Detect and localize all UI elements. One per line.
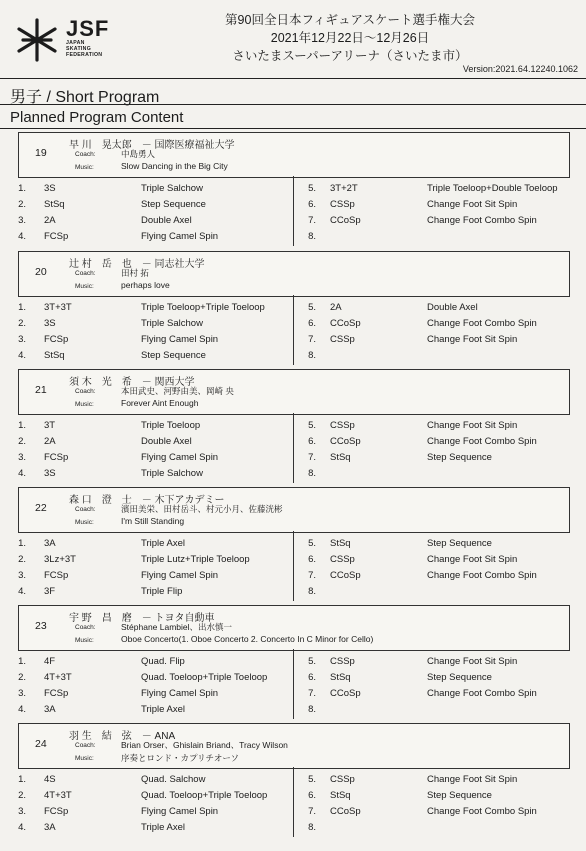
element-name: Step Sequence xyxy=(427,672,492,683)
jsf-logo-icon xyxy=(14,17,60,63)
element-name: Change Foot Sit Spin xyxy=(427,774,518,785)
element-name: Step Sequence xyxy=(141,350,206,361)
element-number: 4. xyxy=(18,231,26,242)
element-number: 1. xyxy=(18,302,26,313)
element-number: 2. xyxy=(18,790,26,801)
element-number: 7. xyxy=(308,806,316,817)
start-number: 21 xyxy=(35,384,47,396)
element-code: 3Lz+3T xyxy=(44,554,76,565)
element-number: 7. xyxy=(308,334,316,345)
element-code: CCoSp xyxy=(330,215,361,226)
element-code: FCSp xyxy=(44,231,69,242)
element-code: 3A xyxy=(44,704,56,715)
element-name: Triple Toeloop+Double Toeloop xyxy=(427,183,558,194)
element-code: CSSp xyxy=(330,199,355,210)
element-name: Change Foot Sit Spin xyxy=(427,656,518,667)
element-number: 6. xyxy=(308,318,316,329)
element-name: Change Foot Combo Spin xyxy=(427,215,537,226)
element-code: FCSp xyxy=(44,806,69,817)
skater-name-club: 早 川 晃太郎 － 国際医療福祉大学 xyxy=(69,140,235,151)
music-value: I'm Still Standing xyxy=(121,516,185,526)
jsf-logo-text xyxy=(66,18,109,58)
start-number: 24 xyxy=(35,738,47,750)
element-name: Flying Camel Spin xyxy=(141,231,219,242)
element-code: StSq xyxy=(330,672,351,683)
element-code: CCoSp xyxy=(330,806,361,817)
element-code: 2A xyxy=(330,302,342,313)
music-value: perhaps love xyxy=(121,280,170,290)
element-code: 3A xyxy=(44,538,56,549)
element-code: StSq xyxy=(330,790,351,801)
skater-block xyxy=(0,723,586,841)
coach-label: Coach: xyxy=(75,742,96,749)
skater-block xyxy=(0,369,586,487)
coach-label: Coach: xyxy=(75,388,96,395)
element-name: Change Foot Combo Spin xyxy=(427,688,537,699)
element-code: 3T+3T xyxy=(44,302,72,313)
element-name: Triple Salchow xyxy=(141,183,203,194)
element-code: 2A xyxy=(44,215,56,226)
element-number: 5. xyxy=(308,183,316,194)
element-code: 4F xyxy=(44,656,56,667)
element-name: Quad. Salchow xyxy=(141,774,206,785)
element-name: Triple Lutz+Triple Toeloop xyxy=(141,554,250,565)
coach-label: Coach: xyxy=(75,270,96,277)
element-number: 1. xyxy=(18,774,26,785)
element-name: Flying Camel Spin xyxy=(141,334,219,345)
column-divider xyxy=(293,413,294,483)
skater-info-box xyxy=(18,251,570,297)
element-code: 3S xyxy=(44,183,56,194)
column-divider xyxy=(293,531,294,601)
event-venue: さいたまスーパーアリーナ（さいたま市） xyxy=(232,49,468,63)
start-number: 22 xyxy=(35,502,47,514)
element-code: CCoSp xyxy=(330,570,361,581)
element-number: 8. xyxy=(308,350,316,361)
element-number: 2. xyxy=(18,436,26,447)
element-name: Step Sequence xyxy=(141,199,206,210)
element-number: 1. xyxy=(18,656,26,667)
element-number: 8. xyxy=(308,231,316,242)
element-number: 3. xyxy=(18,452,26,463)
music-value: Forever Aint Enough xyxy=(121,398,199,408)
element-code: 2A xyxy=(44,436,56,447)
element-number: 5. xyxy=(308,538,316,549)
element-number: 3. xyxy=(18,570,26,581)
element-number: 5. xyxy=(308,656,316,667)
coach-value: 中島勇人 xyxy=(121,149,156,159)
element-number: 2. xyxy=(18,199,26,210)
element-name: Triple Toeloop+Triple Toeloop xyxy=(141,302,265,313)
element-code: FCSp xyxy=(44,570,69,581)
element-number: 2. xyxy=(18,318,26,329)
start-number: 19 xyxy=(35,147,47,159)
element-name: Flying Camel Spin xyxy=(141,688,219,699)
element-name: Quad. Flip xyxy=(141,656,185,667)
music-value: 序奏とロンド・カプリチオーソ xyxy=(121,753,239,763)
skater-block xyxy=(0,605,586,723)
skater-info-box xyxy=(18,487,570,533)
music-label: Music: xyxy=(75,164,94,171)
element-number: 7. xyxy=(308,570,316,581)
element-name: Change Foot Sit Spin xyxy=(427,420,518,431)
element-number: 3. xyxy=(18,688,26,699)
column-divider xyxy=(293,176,294,246)
element-code: CSSp xyxy=(330,334,355,345)
element-name: Change Foot Combo Spin xyxy=(427,436,537,447)
skater-name-club: 森 口 澄 士 － 木下アカデミー xyxy=(69,495,225,506)
skater-info-box xyxy=(18,132,570,178)
column-divider xyxy=(293,295,294,365)
skater-name-club: 宇 野 昌 磨 － トヨタ自動車 xyxy=(69,613,215,624)
element-name: Triple Axel xyxy=(141,704,185,715)
element-code: CSSp xyxy=(330,774,355,785)
coach-value: Stéphane Lambiel、出水慎一 xyxy=(121,622,233,632)
coach-label: Coach: xyxy=(75,506,96,513)
element-number: 3. xyxy=(18,215,26,226)
element-code: 3S xyxy=(44,468,56,479)
element-number: 8. xyxy=(308,704,316,715)
coach-value: 田村 拓 xyxy=(121,268,149,278)
header-divider xyxy=(0,78,586,79)
element-code: 3F xyxy=(44,586,56,597)
element-code: StSq xyxy=(330,452,351,463)
element-code: 3S xyxy=(44,318,56,329)
music-label: Music: xyxy=(75,283,94,290)
music-value: Slow Dancing in the Big City xyxy=(121,161,228,171)
element-name: Triple Toeloop xyxy=(141,420,201,431)
music-label: Music: xyxy=(75,519,94,526)
element-name: Change Foot Combo Spin xyxy=(427,570,537,581)
element-number: 6. xyxy=(308,672,316,683)
column-divider xyxy=(293,767,294,837)
element-name: Flying Camel Spin xyxy=(141,806,219,817)
element-name: Triple Salchow xyxy=(141,318,203,329)
skater-info-box xyxy=(18,605,570,651)
element-name: Quad. Toeloop+Triple Toeloop xyxy=(141,790,268,801)
element-number: 7. xyxy=(308,688,316,699)
element-number: 4. xyxy=(18,350,26,361)
element-number: 4. xyxy=(18,586,26,597)
element-code: FCSp xyxy=(44,688,69,699)
logo-sub-3: FEDERATION xyxy=(66,52,103,58)
element-number: 6. xyxy=(308,436,316,447)
skater-block xyxy=(0,132,586,250)
element-name: Step Sequence xyxy=(427,790,492,801)
coach-label: Coach: xyxy=(75,151,96,158)
element-name: Double Axel xyxy=(141,436,192,447)
element-number: 4. xyxy=(18,468,26,479)
element-code: CSSp xyxy=(330,420,355,431)
element-name: Double Axel xyxy=(427,302,478,313)
category-title: 男子 / Short Program xyxy=(10,89,160,106)
element-number: 1. xyxy=(18,538,26,549)
start-number: 23 xyxy=(35,620,47,632)
element-code: 3T xyxy=(44,420,56,431)
element-number: 8. xyxy=(308,822,316,833)
element-name: Flying Camel Spin xyxy=(141,452,219,463)
element-number: 5. xyxy=(308,302,316,313)
event-dates: 2021年12月22日～12月26日 xyxy=(270,31,430,45)
subtitle-divider xyxy=(0,128,586,129)
element-name: Triple Flip xyxy=(141,586,183,597)
element-number: 2. xyxy=(18,554,26,565)
skater-info-box xyxy=(18,723,570,769)
element-name: Change Foot Sit Spin xyxy=(427,199,518,210)
coach-value: Brian Orser、Ghislain Briand、Tracy Wilson xyxy=(121,740,288,750)
skater-info-box xyxy=(18,369,570,415)
element-number: 8. xyxy=(308,468,316,479)
element-name: Change Foot Combo Spin xyxy=(427,318,537,329)
logo-abbrev: JSF xyxy=(66,16,110,41)
element-name: Triple Salchow xyxy=(141,468,203,479)
skater-name-club: 辻 村 岳 也 － 同志社大学 xyxy=(69,259,205,270)
element-code: FCSp xyxy=(44,334,69,345)
element-number: 3. xyxy=(18,806,26,817)
element-name: Flying Camel Spin xyxy=(141,570,219,581)
skater-block xyxy=(0,251,586,369)
music-label: Music: xyxy=(75,755,94,762)
column-divider xyxy=(293,649,294,719)
skater-name-club: 須 木 光 希 － 関西大学 xyxy=(69,377,195,388)
skater-name-club: 羽 生 結 弦 － ANA xyxy=(69,731,176,742)
element-code: 4T+3T xyxy=(44,672,72,683)
element-code: CCoSp xyxy=(330,436,361,447)
category-divider xyxy=(0,104,586,105)
element-number: 6. xyxy=(308,554,316,565)
element-number: 2. xyxy=(18,672,26,683)
element-number: 1. xyxy=(18,420,26,431)
element-code: 3A xyxy=(44,822,56,833)
element-name: Triple Axel xyxy=(141,822,185,833)
element-name: Quad. Toeloop+Triple Toeloop xyxy=(141,672,268,683)
element-code: StSq xyxy=(330,538,351,549)
element-number: 6. xyxy=(308,790,316,801)
element-number: 5. xyxy=(308,774,316,785)
element-name: Step Sequence xyxy=(427,538,492,549)
element-name: Triple Axel xyxy=(141,538,185,549)
music-label: Music: xyxy=(75,401,94,408)
element-number: 8. xyxy=(308,586,316,597)
element-number: 7. xyxy=(308,215,316,226)
element-name: Change Foot Sit Spin xyxy=(427,554,518,565)
element-code: 4S xyxy=(44,774,56,785)
element-number: 5. xyxy=(308,420,316,431)
element-number: 4. xyxy=(18,704,26,715)
element-name: Change Foot Combo Spin xyxy=(427,806,537,817)
element-code: FCSp xyxy=(44,452,69,463)
skater-block xyxy=(0,487,586,605)
element-name: Step Sequence xyxy=(427,452,492,463)
element-number: 3. xyxy=(18,334,26,345)
element-number: 6. xyxy=(308,199,316,210)
element-code: CCoSp xyxy=(330,688,361,699)
start-number: 20 xyxy=(35,266,47,278)
version-label: Version:2021.64.12240.1062 xyxy=(462,64,578,74)
logo-sub-1: JAPAN xyxy=(66,40,85,46)
element-code: 4T+3T xyxy=(44,790,72,801)
coach-value: 濱田美栄、田村岳斗、村元小月、佐藤洸彬 xyxy=(121,504,283,514)
element-code: 3T+2T xyxy=(330,183,358,194)
element-number: 4. xyxy=(18,822,26,833)
element-code: StSq xyxy=(44,199,65,210)
music-value: Oboe Concerto(1. Oboe Concerto 2. Concerto In C Minor for Cello) xyxy=(121,634,374,644)
element-number: 7. xyxy=(308,452,316,463)
event-title: 第90回全日本フィギュアスケート選手権大会 xyxy=(225,13,475,27)
element-number: 1. xyxy=(18,183,26,194)
element-code: CSSp xyxy=(330,554,355,565)
coach-value: 本田武史、河野由美、岡崎 央 xyxy=(121,386,234,396)
coach-label: Coach: xyxy=(75,624,96,631)
page-subtitle: Planned Program Content xyxy=(10,109,184,126)
element-code: StSq xyxy=(44,350,65,361)
element-code: CCoSp xyxy=(330,318,361,329)
element-name: Double Axel xyxy=(141,215,192,226)
logo-sub-2: SKATING xyxy=(66,46,92,52)
music-label: Music: xyxy=(75,637,94,644)
element-name: Change Foot Sit Spin xyxy=(427,334,518,345)
element-code: CSSp xyxy=(330,656,355,667)
